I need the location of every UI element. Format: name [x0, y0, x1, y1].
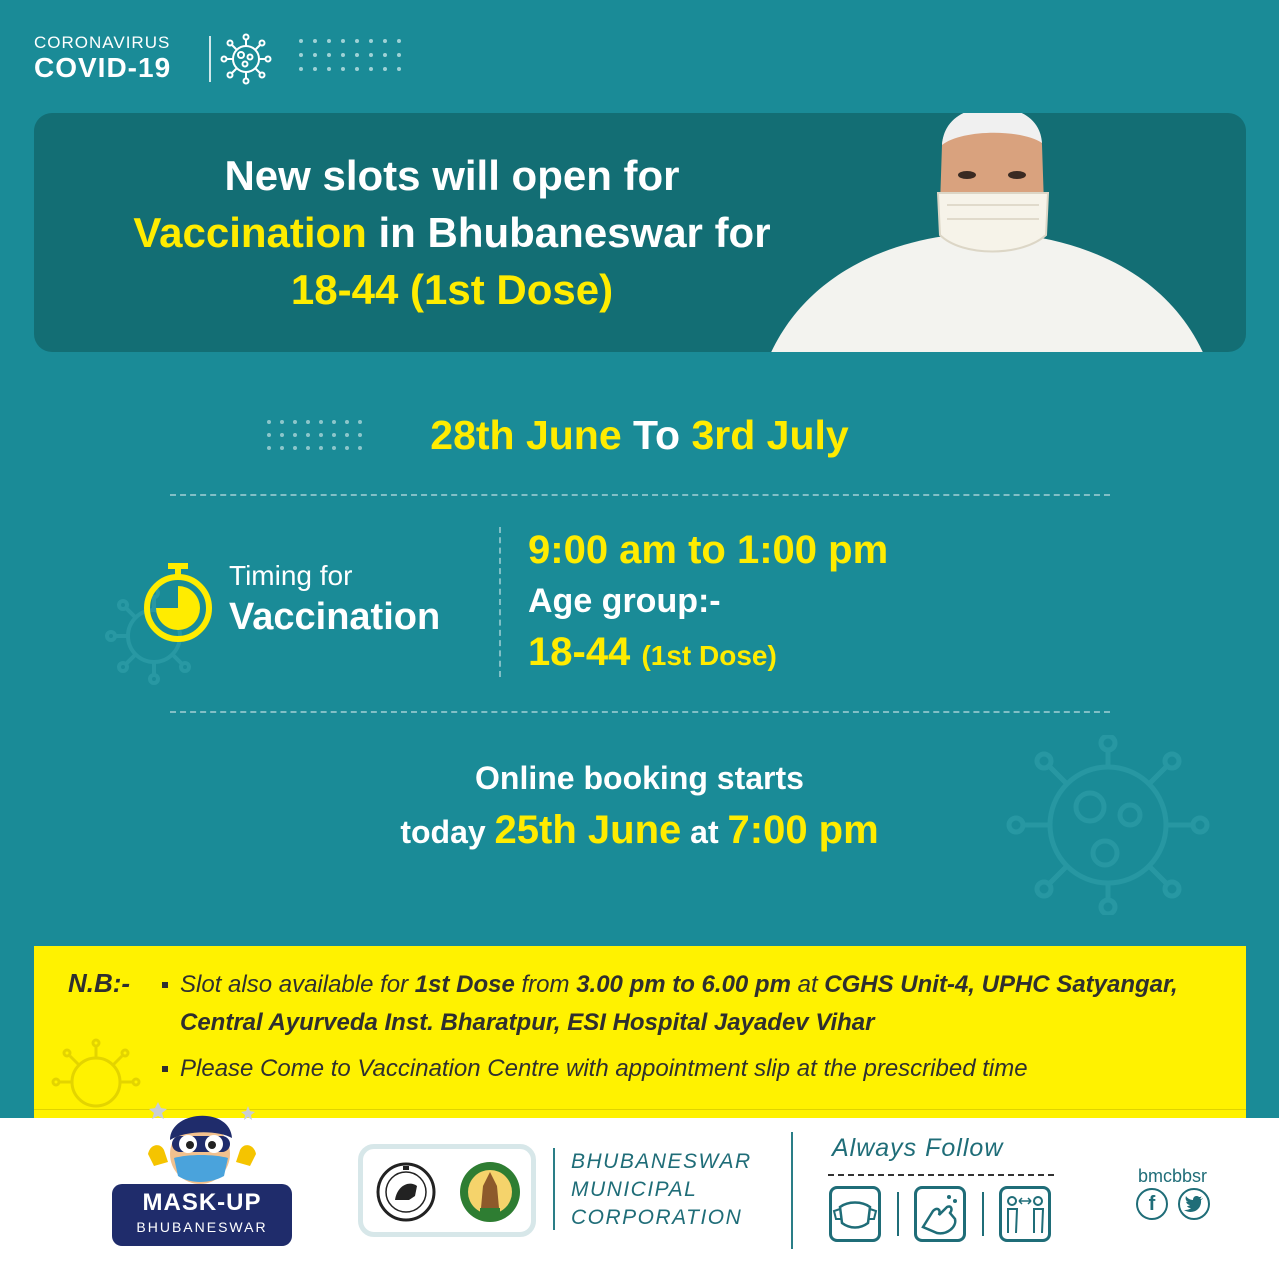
booking-mid: at — [681, 814, 728, 850]
age-range: 18-44 — [528, 630, 631, 674]
covid-brand — [34, 34, 171, 84]
headline-highlight: Vaccination — [133, 209, 367, 256]
odisha-emblem-icon — [369, 1156, 443, 1228]
distancing-icon — [999, 1186, 1051, 1242]
bmc-line3: CORPORATION — [571, 1206, 743, 1229]
footer-divider — [553, 1148, 555, 1230]
bmc-line1: BHUBANESWAR — [571, 1150, 752, 1173]
mask-icon — [829, 1186, 881, 1242]
virus-icon — [220, 33, 272, 85]
brand-top: CORONAVIRUS — [34, 33, 171, 52]
age-group-value — [528, 629, 888, 679]
divider — [170, 711, 1110, 713]
twitter-icon[interactable] — [1178, 1188, 1210, 1220]
headline-banner — [34, 113, 1246, 352]
note-item — [160, 966, 1240, 1042]
timing-label-small: Timing for — [229, 560, 353, 591]
bmc-name — [571, 1148, 752, 1232]
facebook-icon[interactable]: f — [1136, 1188, 1168, 1220]
note-box — [34, 946, 1246, 1118]
headline-line2 — [34, 204, 870, 261]
handwash-icon — [914, 1186, 966, 1242]
mascot-icon — [138, 1096, 268, 1188]
divider — [170, 494, 1110, 496]
booking-prefix: today — [400, 814, 495, 850]
age-group-label: Age group:- — [528, 582, 721, 620]
date-end: 3rd July — [691, 412, 849, 458]
booking-line1: Online booking starts — [475, 760, 804, 796]
note-label: N.B:- — [68, 968, 131, 998]
booking-date: 25th June — [494, 808, 682, 852]
date-connector: To — [621, 412, 692, 458]
icon-divider — [897, 1192, 899, 1236]
headline-line1: New slots will open for — [224, 152, 680, 199]
timing-details — [528, 527, 888, 679]
bmc-line2: MUNICIPAL — [571, 1178, 698, 1201]
stopwatch-icon — [141, 560, 215, 644]
maskup-title: MASK-UP — [142, 1189, 262, 1216]
date-start: 28th June — [430, 412, 622, 458]
decorative-dots — [298, 38, 402, 74]
booking-info — [0, 752, 1279, 858]
brand-bottom: COVID-19 — [34, 52, 172, 83]
vertical-divider — [499, 527, 501, 677]
note-item — [160, 1050, 1240, 1088]
bmc-logo-icon — [453, 1156, 527, 1228]
footer-divider — [791, 1132, 793, 1249]
brand-divider — [209, 36, 211, 82]
virus-icon — [48, 1038, 144, 1118]
note-text: from — [514, 971, 577, 998]
always-follow-underline — [828, 1174, 1054, 1176]
maskup-subtitle: BHUBANESWAR — [136, 1219, 268, 1235]
note-text: Slot also available for — [180, 971, 415, 998]
note-emphasis: 3.00 pm to 6.00 pm — [576, 971, 791, 998]
booking-time: 7:00 pm — [727, 808, 879, 852]
social-handle: bmcbbsr — [1138, 1166, 1208, 1186]
headline-line2-rest: in Bhubaneswar for — [366, 209, 771, 256]
dose-label: (1st Dose) — [641, 640, 777, 671]
footer — [0, 1118, 1279, 1280]
note-text: at — [790, 971, 825, 998]
note-emphasis: CGHS Unit-4, UPHC Satyangar, Central Ayurveda Inst. Bharatpur, ESI Hospital Jayadev Vihar — [180, 971, 1178, 1036]
icon-divider — [982, 1192, 984, 1236]
logo-panel — [358, 1144, 536, 1237]
timing-label-big: Vaccination — [229, 596, 441, 638]
always-follow-title: Always Follow — [832, 1134, 1004, 1162]
note-list — [160, 966, 1240, 1088]
headline-line3: 18-44 (1st Dose) — [290, 266, 614, 313]
booking-line2 — [0, 804, 1279, 858]
timing-label — [229, 560, 440, 642]
maskup-badge — [112, 1184, 292, 1246]
date-range — [0, 412, 1279, 459]
note-emphasis: 1st Dose — [414, 971, 515, 998]
headline — [34, 147, 870, 318]
vaccination-time: 9:00 am to 1:00 pm — [528, 528, 889, 572]
note-text: Please Come to Vaccination Centre with appointment slip at the prescribed time — [180, 1055, 1028, 1082]
